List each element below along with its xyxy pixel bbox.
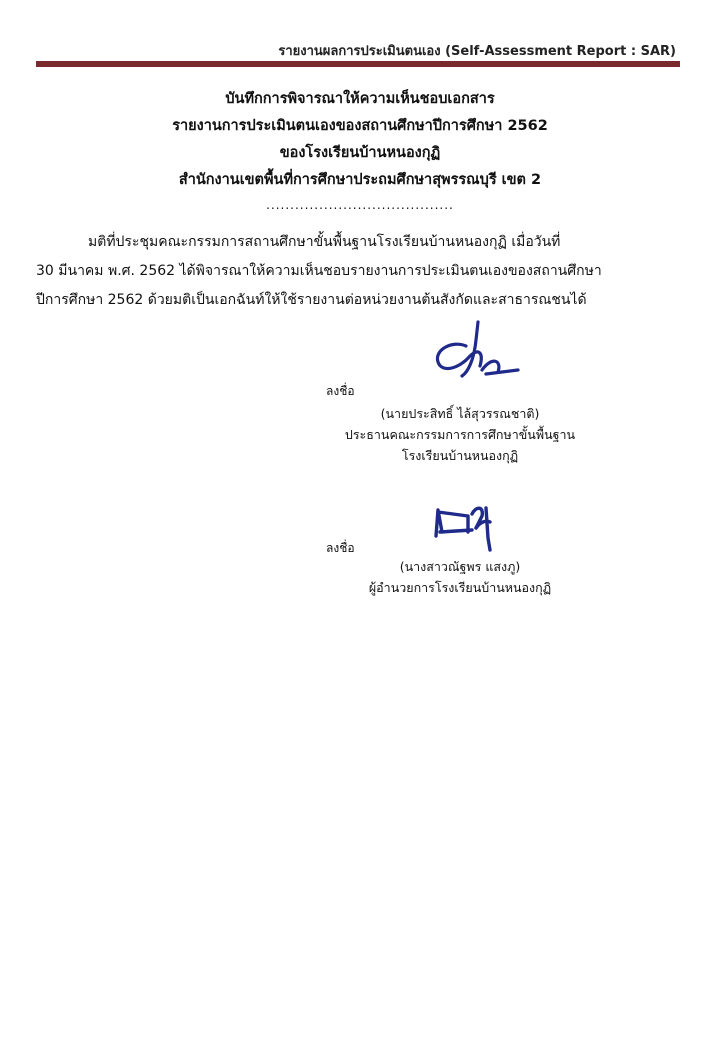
report-header-title: รายงานผลการประเมินตนเอง (Self-Assessment Report : SAR) [278, 44, 676, 59]
sign-label-1: ลงชื่อ [326, 384, 355, 398]
director-name: (นางสาวณัฐพร แสงภู) [399, 559, 521, 574]
document-title-block [0, 86, 720, 214]
chairman-name: (นายประสิทธิ์ ไล้สุวรรณชาติ) [380, 406, 540, 421]
chairman-position: ประธานคณะกรรมการการศึกษาขั้นพื้นฐาน [344, 427, 576, 442]
chairman-signature-details [340, 403, 580, 466]
director-signature-image [428, 498, 498, 558]
paragraph-line-3: ปีการศึกษา 2562 ด้วยมติเป็นเอกฉันท์ให้ใช้รายงานต่อหน่วยงานต้นสังกัดและสาธารณชนได้ [36, 292, 587, 308]
chairman-organization: โรงเรียนบ้านหนองกุฏิ [401, 448, 519, 463]
title-line-4: สำนักงานเขตพื้นที่การศึกษาประถมศึกษาสุพรรณบุรี เขต 2 [178, 172, 542, 188]
title-line-2: รายงานการประเมินตนเองของสถานศึกษาปีการศึกษา 2562 [172, 118, 548, 134]
director-position: ผู้อำนวยการโรงเรียนบ้านหนองกุฏิ [368, 580, 552, 595]
title-line-1: บันทึกการพิจารณาให้ความเห็นชอบเอกสาร [225, 91, 495, 107]
title-line-3: ของโรงเรียนบ้านหนองกุฏิ [279, 145, 441, 161]
sign-label-2: ลงชื่อ [326, 541, 355, 555]
resolution-paragraph [36, 228, 676, 315]
dotted-separator: ....................................... [266, 198, 454, 212]
paragraph-line-2: 30 มีนาคม พ.ศ. 2562 ได้พิจารณาให้ความเห็นชอบรายงานการประเมินตนเองของสถานศึกษา [36, 263, 602, 279]
header-divider [36, 61, 680, 67]
chairman-signature-image [426, 316, 526, 386]
paragraph-line-1: มติที่ประชุมคณะกรรมการสถานศึกษาขั้นพื้นฐานโรงเรียนบ้านหนองกุฏิ เมื่อวันที่ [88, 234, 561, 250]
director-signature-details [340, 556, 580, 598]
